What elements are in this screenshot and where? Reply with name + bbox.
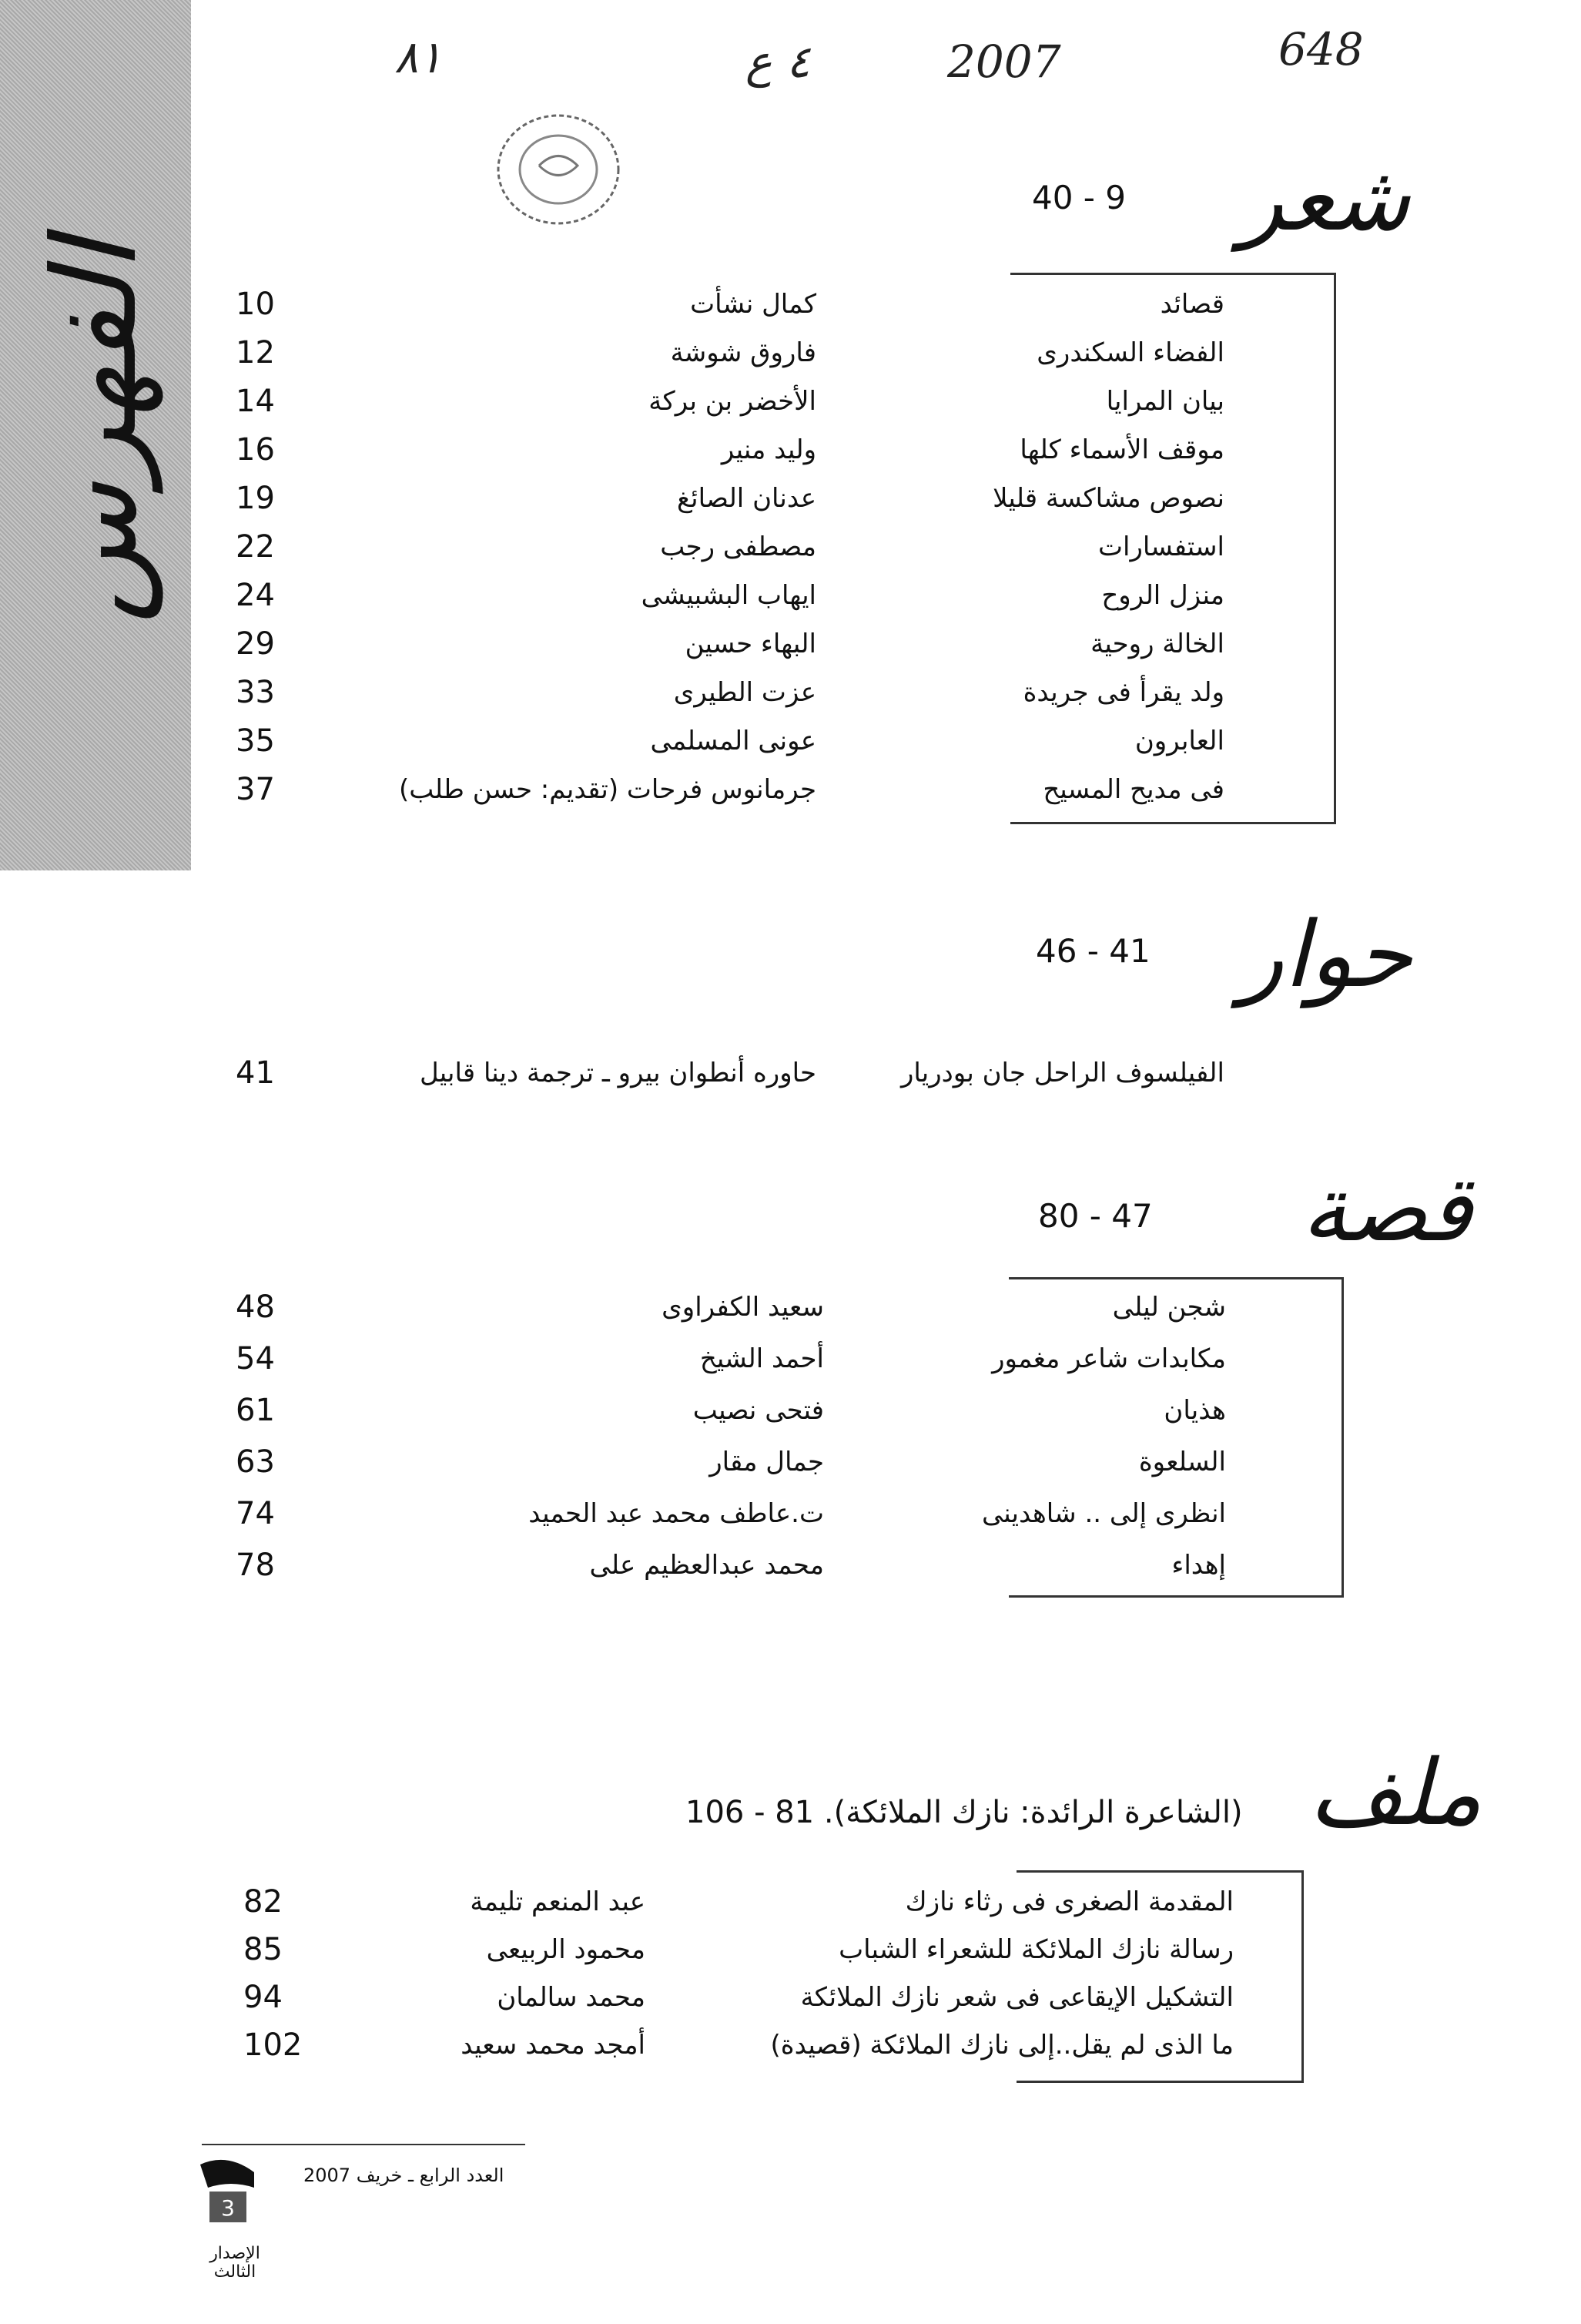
toc-title: موقف الأسماء كلها [1020, 434, 1224, 465]
toc-page-number: 22 [236, 529, 275, 565]
toc-author: مصطفى رجب [660, 532, 816, 562]
toc-page-number: 16 [236, 432, 275, 468]
toc-title: منزل الروح [1101, 580, 1224, 611]
toc-page-number: 10 [236, 287, 275, 322]
toc-row [0, 1049, 1581, 1097]
toc-row [0, 1490, 1581, 1538]
toc-title: المقدمة الصغرى فى رثاء نازك [905, 1886, 1234, 1917]
toc-row [0, 2021, 1581, 2069]
toc-title: الخالة روحية [1090, 629, 1224, 659]
toc-title: الفضاء السكندرى [1037, 337, 1224, 368]
toc-title: استفسارات [1098, 532, 1224, 562]
handwritten-left-mark: ٨١ [394, 31, 443, 83]
logo-number: 3 [221, 2195, 235, 2221]
toc-title: ولد يقرأ فى جريدة [1023, 677, 1224, 708]
toc-author: عونى المسلمى [650, 726, 816, 756]
toc-author: جرمانوس فرحات (تقديم: حسن طلب) [398, 774, 816, 805]
toc-row [0, 523, 1581, 571]
section-title-dialogue: حوار [1240, 901, 1412, 1008]
toc-page-number: 94 [243, 1980, 283, 2015]
toc-page-number: 78 [236, 1548, 275, 1583]
toc-title: نصوص مشاكسة قليلا [993, 483, 1224, 514]
section-range-poetry: 40 - 9 [1032, 179, 1127, 216]
toc-author: محمد عبدالعظيم على [589, 1550, 824, 1581]
handwritten-corner-number: 648 [1278, 23, 1364, 75]
toc-author: محمود الربيعى [486, 1934, 645, 1965]
toc-author: كمال نشأت [690, 289, 816, 320]
toc-title: العابرون [1134, 726, 1224, 756]
toc-author: جمال مقار [709, 1447, 824, 1477]
toc-author: ت.عاطف محمد عبد الحميد [528, 1498, 824, 1529]
toc-author: الأخضر بن بركة [648, 386, 816, 417]
toc-row [0, 1974, 1581, 2021]
toc-page-number: 35 [236, 723, 275, 759]
toc-author: عبد المنعم تليمة [470, 1886, 645, 1917]
toc-page-number: 82 [243, 1884, 283, 1920]
toc-title: رسالة نازك الملائكة للشعراء الشباب [839, 1934, 1234, 1965]
toc-page-number: 37 [236, 772, 275, 807]
section-title-poetry: شعر [1240, 145, 1410, 251]
footer-divider [202, 2144, 525, 2145]
toc-page-number: 14 [236, 384, 275, 419]
toc-author: محمد سالمان [497, 1982, 645, 2013]
toc-row [0, 669, 1581, 716]
toc-page-number: 29 [236, 626, 275, 662]
toc-author: أمجد محمد سعيد [461, 2030, 645, 2061]
file-subtitle: (الشاعرة الرائدة: نازك الملائكة). 81 - 106 [685, 1795, 1243, 1830]
toc-title: قصائد [1160, 289, 1224, 320]
toc-author: فتحى نصيب [692, 1395, 824, 1426]
section-title-story: قصة [1301, 1155, 1472, 1262]
section-title-file: ملف [1309, 1739, 1482, 1846]
toc-page-number: 33 [236, 675, 275, 710]
logo-caption: الإصدار الثالث [209, 2244, 260, 2282]
toc-row [0, 1438, 1581, 1486]
section-range-story: 80 - 47 [1038, 1197, 1153, 1235]
toc-title: فى مديح المسيح [1043, 774, 1224, 805]
toc-row [0, 1335, 1581, 1383]
section-range-dialogue: 46 - 41 [1036, 932, 1151, 970]
toc-author: أحمد الشيخ [699, 1343, 824, 1374]
toc-page-number: 48 [236, 1289, 275, 1325]
toc-author: حاوره أنطوان بيرو ـ ترجمة دينا قابيل [420, 1058, 816, 1088]
toc-row [0, 572, 1581, 619]
handwritten-year: 2007 [947, 35, 1061, 88]
toc-page-number: 63 [236, 1444, 275, 1480]
toc-title: ما الذى لم يقل..إلى نازك الملائكة (قصيدة) [770, 2030, 1234, 2061]
toc-page-number: 85 [243, 1932, 283, 1967]
library-stamp-icon [493, 108, 624, 231]
toc-author: عدنان الصائغ [677, 483, 816, 514]
toc-row [0, 1926, 1581, 1974]
toc-row [0, 1878, 1581, 1926]
publisher-logo [193, 2157, 277, 2282]
toc-author: ايهاب البشبيشى [641, 580, 816, 611]
toc-row [0, 426, 1581, 474]
toc-row [0, 717, 1581, 765]
toc-title: الفيلسوف الراحل جان بودريار [900, 1058, 1224, 1088]
toc-author: عزت الطيرى [673, 677, 816, 708]
toc-row [0, 620, 1581, 668]
toc-row [0, 377, 1581, 425]
toc-title: انظرى إلى .. شاهدينى [981, 1498, 1226, 1529]
footer-issue: العدد الرابع ـ خريف 2007 [303, 2165, 504, 2186]
toc-page-number: 12 [236, 335, 275, 371]
toc-author: فاروق شوشة [670, 337, 816, 368]
toc-row [0, 475, 1581, 522]
toc-title: إهداء [1171, 1550, 1226, 1581]
toc-title: السلعوة [1138, 1447, 1226, 1477]
handwritten-middle-mark: ٤ ع [745, 35, 811, 88]
toc-title: شجن ليلى [1112, 1292, 1226, 1323]
toc-page-number: 74 [236, 1496, 275, 1531]
toc-title: بيان المرايا [1106, 386, 1224, 417]
toc-page-number: 41 [236, 1055, 275, 1091]
toc-row [0, 329, 1581, 377]
toc-row [0, 280, 1581, 328]
toc-author: البهاء حسين [685, 629, 816, 659]
toc-row [0, 1387, 1581, 1434]
sidebar-title: الفهرس [28, 239, 162, 624]
toc-title: التشكيل الإيقاعى فى شعر نازك الملائكة [800, 1982, 1234, 2013]
toc-author: سعيد الكفراوى [662, 1292, 824, 1323]
toc-row [0, 766, 1581, 813]
toc-page-number: 24 [236, 578, 275, 613]
toc-page-number: 19 [236, 481, 275, 516]
toc-page-number: 61 [236, 1393, 275, 1428]
toc-title: هذيان [1164, 1395, 1226, 1426]
toc-title: مكابدات شاعر مغمور [992, 1343, 1226, 1374]
publisher-logo-icon [193, 2157, 262, 2242]
toc-row [0, 1541, 1581, 1589]
toc-author: وليد منير [721, 434, 816, 465]
toc-page-number: 102 [243, 2027, 303, 2063]
toc-row [0, 1283, 1581, 1331]
toc-page-number: 54 [236, 1341, 275, 1377]
